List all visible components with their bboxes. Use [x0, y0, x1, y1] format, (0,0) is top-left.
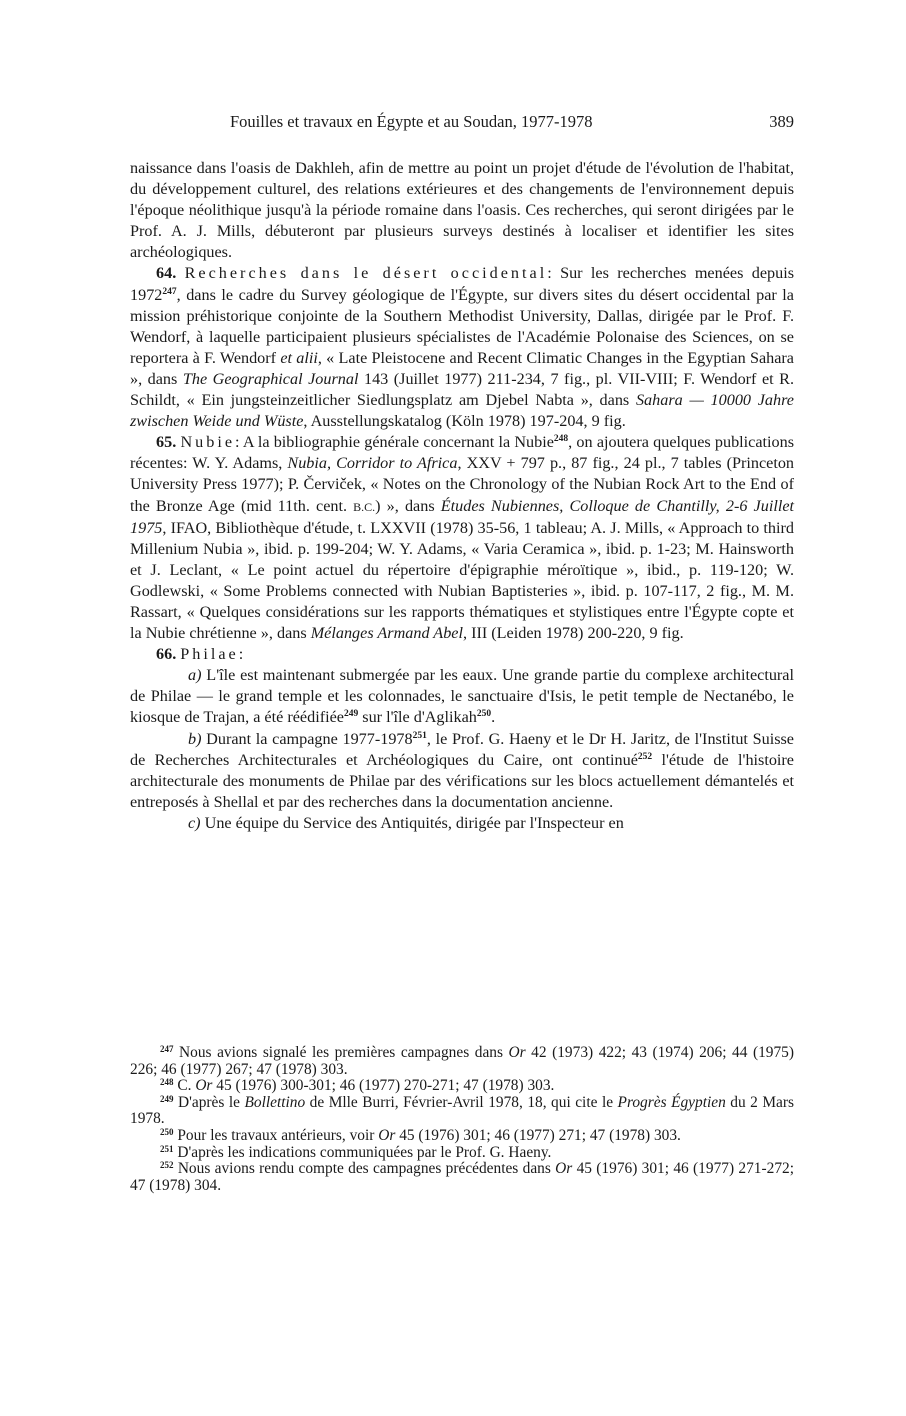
text-run: Nous avions signalé les premières campagnes dans	[173, 1044, 509, 1061]
italic-run: Or	[555, 1160, 573, 1178]
italic-run: Or	[195, 1077, 213, 1095]
footnote-ref: 252	[637, 751, 653, 762]
page	[130, 112, 794, 834]
footnote-249	[130, 1095, 794, 1128]
text-run: , III (Leiden 1978) 200-220, 9 fig.	[462, 624, 684, 643]
text-run: ) », dans	[375, 496, 441, 515]
section-65	[130, 432, 794, 644]
text-run: Nous avions rendu compte des campagnes précédentes dans	[173, 1160, 556, 1178]
text-run: , le Prof. G. Haeny et le Dr H. Jaritz, de l'Institut Suisse de Recherches Architecturales et Archéologiques du Caire, ont continué	[130, 729, 794, 769]
text-run: , XXV + 797 p., 87 fig., 24 pl., 7 tables (Princeton University Press 1977); P. Červiček, « Notes on the Chronology of the Nubian Rock Art to the End of the Bronze Age (mid 11th. cent.	[130, 454, 795, 515]
text-run: Pour les travaux antérieurs, voir	[173, 1126, 379, 1144]
italic-run: Études Nubiennes, Colloque de Chantilly, 2-6 Juillet 1975	[130, 496, 795, 537]
footnote-number: 249	[160, 1093, 174, 1104]
footnote-ref: 248	[553, 434, 569, 445]
footnote-252	[130, 1161, 794, 1194]
text-run: L'île est maintenant submergée par les eaux. Une grande partie du complexe architectural de Philae — le grand temple et les colonnades, le sanctuaire d'Isis, le petit temple de Nectanébo, le kiosque de Trajan, a été réédifiée	[130, 666, 794, 727]
item-label: c)	[188, 813, 201, 832]
item-a	[130, 665, 794, 728]
text-run: l'étude de l'histoire architecturale des monuments de Philae par des vérifications sur les blocs actuellement démantelés et entreposés à Shellal et par des recherches dans la documentation ancienne.	[130, 750, 794, 811]
text-run: : Sur les recherches menées depuis 1972	[130, 264, 794, 304]
footnote-number: 250	[160, 1126, 174, 1137]
item-b	[130, 729, 794, 813]
text-run: 143 (Juillet 1977) 211-234, 7 fig., pl. VII-VIII; F. Wendorf et R. Schildt, « Ein jungsteinzeitlicher Siedlungsplatz am Djebel Nabta », dans	[130, 369, 795, 410]
italic-run: Progrès Égyptien	[617, 1093, 726, 1111]
footnote-247	[130, 1045, 794, 1078]
body-text	[130, 158, 794, 834]
italic-run: Nubia, Corridor to Africa	[287, 454, 458, 473]
footnote-number: 251	[160, 1143, 174, 1154]
italic-run: et alii	[280, 348, 318, 367]
text-run: , IFAO, Bibliothèque d'étude, t. LXXVII (1978) 35-56, 1 tableau; A. J. Mills, « Approach to third Millenium Nubia », ibid. p. 199-204; W. Y. Adams, « Varia Ceramica », ibid. p. 1-23; M. Hainsworth et J. Leclant, « Le point actuel du répertoire d'épigraphie méroïtique », ibid., p. 119-120; W. Godlewski, « Some Problems connected with Nubian Baptisteries », ibid. p. 107-117, 2 fig., M. M. Rassart, « Quelques considérations sur les rapports thématiques et stylistiques entre l'Égypte copte et la Nubie chrétienne », dans	[130, 518, 794, 643]
italic-run: Bollettino	[244, 1093, 306, 1111]
text-run: , « Late Pleistocene and Recent Climatic Changes in the Egyptian Sahara », dans	[130, 348, 794, 388]
italic-run: Mélanges Armand Abel	[310, 624, 463, 643]
section-heading: Nubie	[180, 433, 236, 452]
item-label: a)	[188, 666, 202, 685]
text-run: :	[238, 645, 244, 664]
footnote-ref: 251	[412, 730, 427, 741]
text-run: 42 (1973) 422; 43 (1974) 206; 44 (1975) 226; 46 (1977) 267; 47 (1978) 303.	[130, 1044, 794, 1078]
section-number: 64.	[156, 264, 177, 283]
item-c	[130, 813, 794, 834]
footnote-number: 252	[160, 1160, 174, 1171]
text-run: D'après le	[173, 1093, 245, 1111]
footnote-ref: 249	[343, 709, 359, 720]
paragraph-continuation: naissance dans l'oasis de Dakhleh, afin de mettre au point un projet d'étude de l'évolution de l'habitat, du développement culturel, des relations extérieures et des changements de l'environnement depuis l'époque néolithique jusqu'à la période romaine dans l'oasis. Ces recherches, qui seront dirigées par le Prof. A. J. Mills, débuteront par plusieurs surveys destinés à localiser et identifier les sites archéologiques.	[130, 159, 794, 262]
footnote-248	[130, 1078, 794, 1095]
text-run: 45 (1976) 301; 46 (1977) 271-272; 47 (1978) 304.	[130, 1160, 794, 1194]
page-number: 389	[769, 112, 794, 131]
running-header	[130, 112, 794, 136]
text-run: , on ajoutera quelques publications récentes: W. Y. Adams,	[130, 433, 795, 473]
text-run: du 2 Mars 1978.	[130, 1093, 794, 1128]
footnote-ref: 247	[162, 286, 177, 297]
text-run: Durant la campagne 1977-1978	[201, 729, 413, 748]
text-run: sur l'île d'Aglikah	[358, 708, 477, 727]
section-66	[130, 644, 794, 665]
text-run: , Ausstellungskatalog (Köln 1978) 197-204, 9 fig.	[303, 412, 626, 431]
section-heading: Recherches dans le désert occidental	[184, 264, 548, 283]
section-number: 65.	[156, 433, 177, 452]
text-run: D'après les indications communiquées par le Prof. G. Haeny.	[173, 1143, 552, 1161]
italic-run: Sahara — 10000 Jahre zwischen Weide und Wüste	[130, 391, 794, 431]
footnote-ref: 250	[476, 709, 492, 720]
section-heading: Philae	[180, 645, 239, 664]
footnote-number: 248	[160, 1077, 174, 1088]
footnote-number: 247	[160, 1044, 174, 1054]
running-title: Fouilles et travaux en Égypte et au Soudan, 1977-1978	[230, 112, 593, 131]
italic-run: Or	[378, 1126, 396, 1144]
text-run: : A la bibliographie générale concernant la Nubie	[235, 433, 554, 452]
text-run: C.	[173, 1077, 196, 1095]
footnote-251	[130, 1145, 794, 1162]
text-run: 45 (1976) 301; 46 (1977) 271; 47 (1978) 303.	[395, 1126, 681, 1144]
text-run: .	[491, 708, 496, 727]
text-run: 45 (1976) 300-301; 46 (1977) 270-271; 47 (1978) 303.	[212, 1077, 555, 1095]
text-run: de Mlle Burri, Février-Avril 1978, 18, qui cite le	[305, 1093, 618, 1111]
item-label: b)	[188, 729, 202, 748]
italic-run: Or	[508, 1044, 526, 1061]
footnote-250	[130, 1128, 794, 1145]
section-number: 66.	[156, 645, 177, 664]
small-caps-run: B.C.	[353, 499, 376, 514]
italic-run: The Geographical Journal	[182, 369, 359, 388]
text-run: Une équipe du Service des Antiquités, dirigée par l'Inspecteur en	[200, 813, 624, 832]
text-run: , dans le cadre du Survey géologique de l'Égypte, sur divers sites du désert occidental par la mission préhistorique conjointe de la Southern Methodist University, Dallas, dirigée par le Prof. F. Wendorf, à laquelle participaient plusieurs spécialistes de l'Académie Polonaise des Sciences, on se reportera à F. Wendorf	[130, 285, 794, 367]
footnotes	[130, 1045, 794, 1194]
section-64	[130, 263, 794, 432]
